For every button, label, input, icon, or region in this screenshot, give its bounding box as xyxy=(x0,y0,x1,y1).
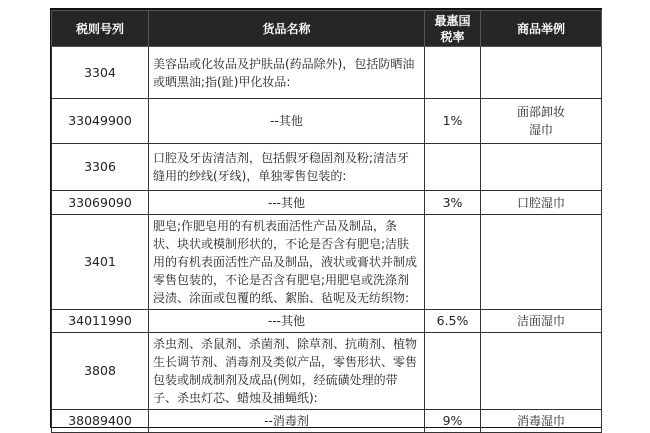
cell-example xyxy=(481,215,602,310)
example-line: 口腔湿巾 xyxy=(516,195,565,210)
cell-rate: 6.5% xyxy=(425,310,481,333)
cell-name: --消毒剂 xyxy=(149,410,425,433)
example-line: 洁面湿巾 xyxy=(516,314,565,328)
table-row xyxy=(52,191,602,215)
cell-name: 杀虫剂、杀鼠剂、杀菌剂、除草剂、抗萌剂、植物生长调节剂、消毒剂及类似产品，零售形状、零售包装或制成制剂及成品(例如，经硫磺处理的带子、杀虫灯芯、蜡烛及捕蝇纸): xyxy=(149,333,425,410)
cell-name: ---其他 xyxy=(149,310,425,333)
cell-rate xyxy=(425,144,481,191)
cell-name: ---其他 xyxy=(149,191,425,215)
cell-example xyxy=(481,310,602,333)
cell-rate: 1% xyxy=(425,99,481,144)
example-line: 消毒湿巾 xyxy=(516,414,565,428)
cell-code: 3304 xyxy=(52,47,149,99)
header-name: 货品名称 xyxy=(149,11,425,47)
cell-name: 肥皂;作肥皂用的有机表面活性产品及制品，条状、块状或模制形状的，不论是否含有肥皂;洁肤用的有机表面活性产品及制品，液状或膏状并制成零售包装的，不论是否含有肥皂;用肥皂或洗涤剂浸渍、涂面或包覆的纸、絮胎、毡呢及无纺织物: xyxy=(149,215,425,310)
cell-code: 34011990 xyxy=(52,310,149,333)
tariff-table-frame xyxy=(50,8,602,428)
cell-name: --其他 xyxy=(149,99,425,144)
header-rate: 最惠国税率 xyxy=(425,11,481,47)
cell-code: 3306 xyxy=(52,144,149,191)
cell-example xyxy=(481,144,602,191)
header-row xyxy=(52,11,602,47)
example-line: 湿巾 xyxy=(528,123,553,137)
table-row xyxy=(52,215,602,310)
tariff-table xyxy=(51,10,602,433)
cell-code: 33049900 xyxy=(52,99,149,144)
cell-example xyxy=(481,191,602,215)
example-line: 面部卸妆 xyxy=(516,105,565,119)
cell-rate xyxy=(425,215,481,310)
cell-example xyxy=(481,47,602,99)
cell-code: 3401 xyxy=(52,215,149,310)
cell-code: 38089400 xyxy=(52,410,149,433)
cell-rate: 3% xyxy=(425,191,481,215)
cell-example xyxy=(481,410,602,433)
table-row xyxy=(52,410,602,433)
cell-code: 3808 xyxy=(52,333,149,410)
table-row xyxy=(52,99,602,144)
cell-rate xyxy=(425,47,481,99)
header-code: 税则号列 xyxy=(52,11,149,47)
cell-name: 美容品或化妆品及护肤品(药品除外)，包括防晒油或晒黑油;指(趾)甲化妆品: xyxy=(149,47,425,99)
table-row xyxy=(52,144,602,191)
table-row xyxy=(52,333,602,410)
table-row xyxy=(52,47,602,99)
table-row xyxy=(52,310,602,333)
cell-example xyxy=(481,99,602,144)
cell-code: 33069090 xyxy=(52,191,149,215)
cell-example xyxy=(481,333,602,410)
cell-rate xyxy=(425,333,481,410)
cell-rate: 9% xyxy=(425,410,481,433)
cell-name: 口腔及牙齿清洁剂，包括假牙稳固剂及粉;清洁牙缝用的纱线(牙线)，单独零售包装的: xyxy=(149,144,425,191)
header-example: 商品举例 xyxy=(481,11,602,47)
